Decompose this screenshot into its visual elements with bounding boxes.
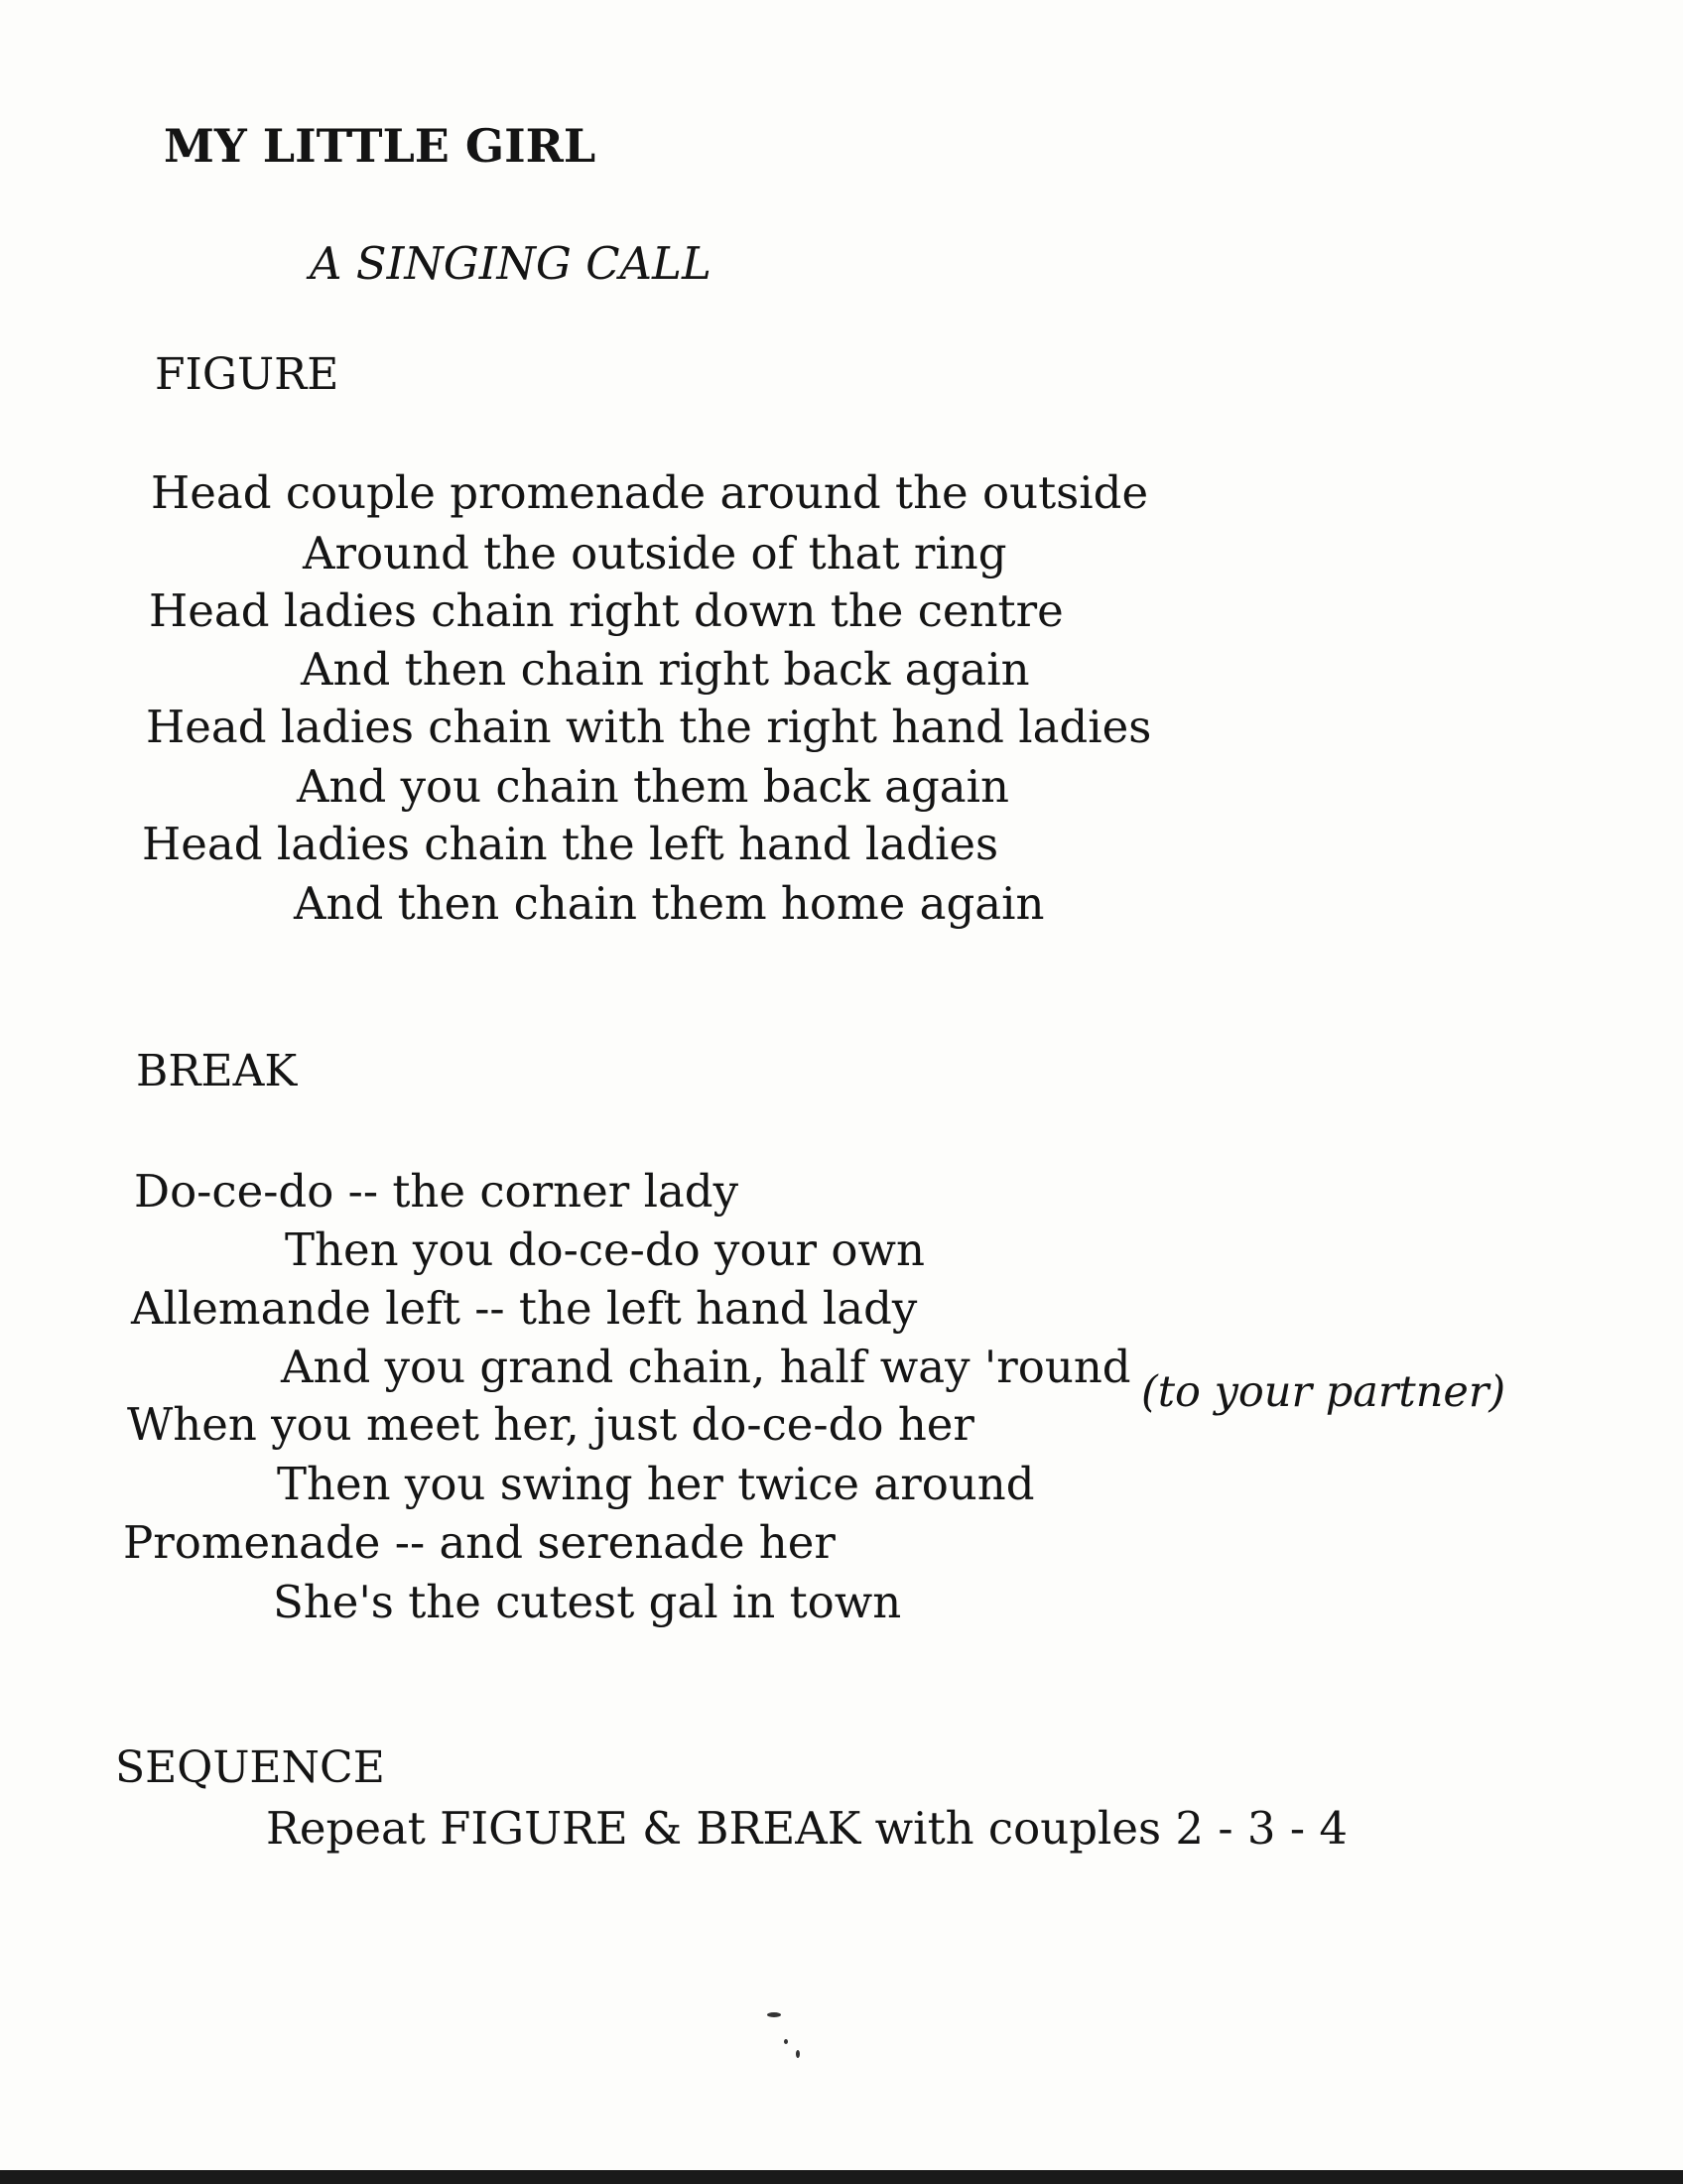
figure-line: And you chain them back again — [297, 760, 1010, 813]
break-line: Do-ce-do -- the corner lady — [134, 1165, 739, 1218]
figure-line: Head ladies chain the left hand ladies — [142, 818, 999, 870]
figure-line: Head couple promenade around the outside — [151, 466, 1149, 519]
figure-heading: FIGURE — [155, 349, 339, 400]
scan-speck — [784, 2039, 788, 2044]
break-line: When you meet her, just do-ce-do her — [127, 1398, 974, 1451]
scan-speck — [796, 2050, 800, 2058]
figure-line: And then chain right back again — [301, 643, 1030, 696]
partner-note: (to your partner) — [1141, 1367, 1506, 1417]
break-line: Then you swing her twice around — [277, 1458, 1035, 1510]
scan-edge-bar — [0, 2170, 1683, 2184]
break-line: And you grand chain, half way 'round — [281, 1341, 1131, 1393]
break-line: She's the cutest gal in town — [273, 1576, 902, 1628]
sequence-line: Repeat FIGURE & BREAK with couples 2 - 3 - 4 — [266, 1802, 1348, 1855]
figure-line: And then chain them home again — [294, 877, 1045, 930]
break-heading: BREAK — [136, 1046, 298, 1096]
song-title: MY LITTLE GIRL — [164, 119, 596, 173]
break-line: Allemande left -- the left hand lady — [131, 1282, 918, 1335]
scan-speck — [767, 2012, 781, 2017]
song-subtitle: A SINGING CALL — [310, 237, 712, 290]
sequence-heading: SEQUENCE — [115, 1742, 385, 1793]
break-line: Then you do-ce-do your own — [285, 1223, 925, 1276]
figure-line: Head ladies chain right down the centre — [149, 584, 1064, 637]
figure-line: Head ladies chain with the right hand ladies — [146, 701, 1152, 753]
break-line: Promenade -- and serenade her — [123, 1516, 836, 1569]
figure-line: Around the outside of that ring — [303, 527, 1007, 579]
